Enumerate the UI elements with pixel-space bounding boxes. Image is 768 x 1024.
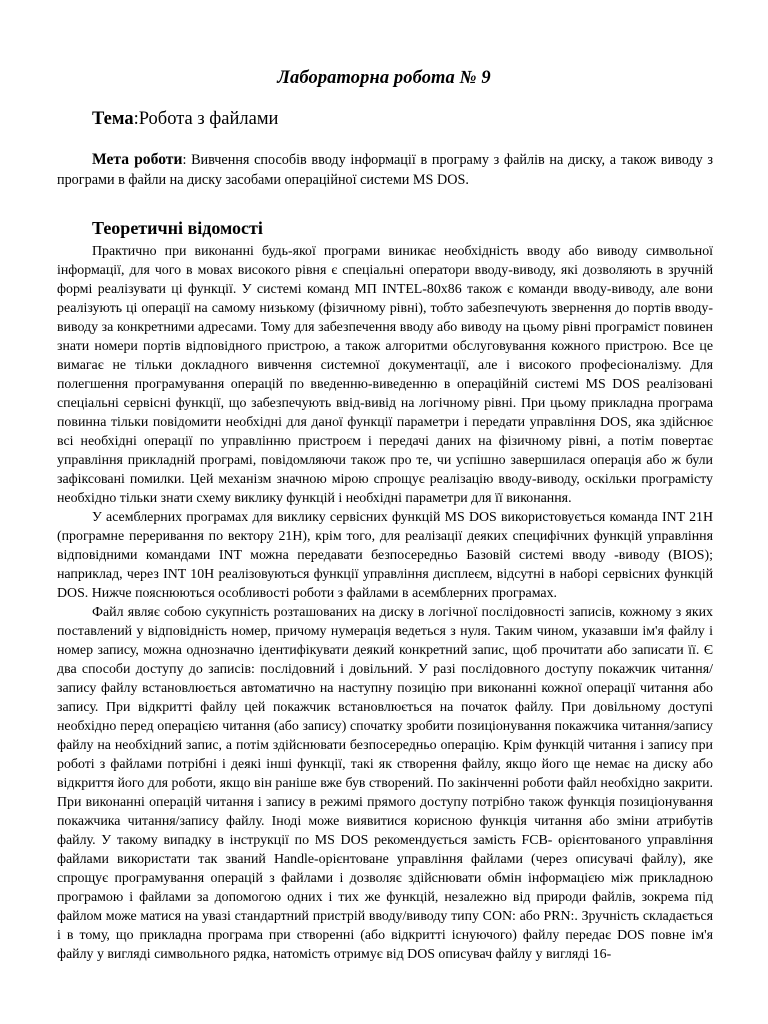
body-text: [57, 242, 713, 964]
section-heading: Теоретичні відомості: [92, 218, 263, 238]
topic-label: Тема: [92, 109, 134, 129]
lab-title: Лабораторна робота № 9: [277, 68, 491, 88]
topic-line: [92, 107, 278, 131]
goal-label: Мета роботи: [92, 151, 183, 168]
goal-paragraph: [57, 150, 713, 190]
topic-separator: :: [133, 109, 139, 129]
body-paragraph: Практично при виконанні будь-якої програми виникає необхідність вводу або виводу символьної інформації, для чого в мовах високого рівня є спеціальні оператори вводу-виводу, які дозволяють в зручній формі реалізувати ці функції. У системі команд МП INTEL-80x86 також є команди вводу-виводу, але вони реалізують ці операції на самому низькому (фізичному рівні), тобто забезпечують звернення до портів вводу-виводу за конкретними адресами. Тому для забезпечення вводу або виводу на цьому рівні програміст повинен знати номери портів відповідного пристрою, а також алгоритми обслуговування кожного пристрою. Все це вимагає не тільки докладного вивчення системної документації, але і високого професіоналізму. Для полегшення програмування операцій по введенню-виведенню в операційній системі MS DOS реалізовані спеціальні сервісні функції, що забезпечують ввід-вивід на логічному рівні. При цьому прикладна програма повинна тільки повідомити необхідні для даної функції параметри і передати управління DOS, яка здійснює всі необхідні операції по управлінню пристроєм і передачі даних на фізичному рівні, а потім повертає управління прикладній програмі, повідомляючи також про те, чи успішно завершилася операція або ж були зафіксовані помилки. Цей механізм значною мірою спрощує реалізацію вводу-виводу, оскільки програмісту необхідно тільки знати схему виклику функцій і необхідні параметри для її виконання.: [57, 244, 713, 506]
body-paragraph: Файл являє собою сукупність розташованих на диску в логічної послідовності записів, кожному з яких поставлений у відповідність номер, причому нумерація ведеться з нуля. Таким чином, указавши ім'я файлу і номер запису, можна однозначно ідентифікувати деякий конкретний запис, щоб прочитати або записати її. Є два способи доступу до записів: послідовний і довільний. У разі послідовного доступу покажчик читання/запису файлу встановлюється автоматично на наступну позицію при виконанні кожної операції читання або запису. При відкритті файлу цей покажчик встановлюється на початок файлу. При довільному доступі необхідно перед операцією читання (або запису) спочатку зробити позиціонування покажчика читання/запису файлу на необхідний запис, а потім здійснювати безпосередньо операцію. Крім функцій читання і запису при роботі з файлами потрібні і деякі інші функції, такі як створення файлу, якщо його ще немає на диску або відкриття його для роботи, якщо він раніше вже був створений. По закінченні роботи файл необхідно закрити. При виконанні операцій читання і запису в режимі прямого доступу потрібно також функція позиціонування покажчика читання/запису файлу. Іноді може виявитися корисною функція читання або зміни атрибутів файлу. У такому випадку в інструкції по MS DOS рекомендується замість FCB- орієнтованого управління файлами використати так званий Handle-орієнтоване управління файлами (через описувачі файлу), яке спрощує програмування операцій з файлами і дозволяє здійснювати обмін інформацією між прикладною програмою і файлами за допомогою одних і тих же функцій, незалежно від природи файлів, зокрема під файлом може матися на увазі стандартний пристрій вводу/виводу типу CON: або PRN:. Зручність складається і в тому, що прикладна програма при створенні (або відкритті існуючого) файлу передає DOS повне ім'я файлу у вигляді символьного рядка, натомість отримує від DOS описувач файлу у вигляді 16-: [57, 605, 713, 962]
topic-value: Робота з файлами: [138, 109, 279, 129]
goal-text: : Вивчення способів вводу інформації в програму з файлів на диску, а також виводу з програми в файли на диску засобами операційної системи MS DOS.: [57, 152, 713, 188]
body-paragraph: У асемблерних програмах для виклику сервісних функцій MS DOS використовується команда INT 21H (програмне переривання по вектору 21H), крім того, для реалізації деяких специфічних функцій управління відповідними командами INT можна передавати безпосередньо Базовій системі вводу -виводу (BIOS); наприклад, через INT 10H реалізовуються функції управління дисплеєм, відсутні в наборі сервісних функцій DOS. Нижче пояснюються особливості роботи з файлами в асемблерних програмах.: [57, 510, 713, 601]
